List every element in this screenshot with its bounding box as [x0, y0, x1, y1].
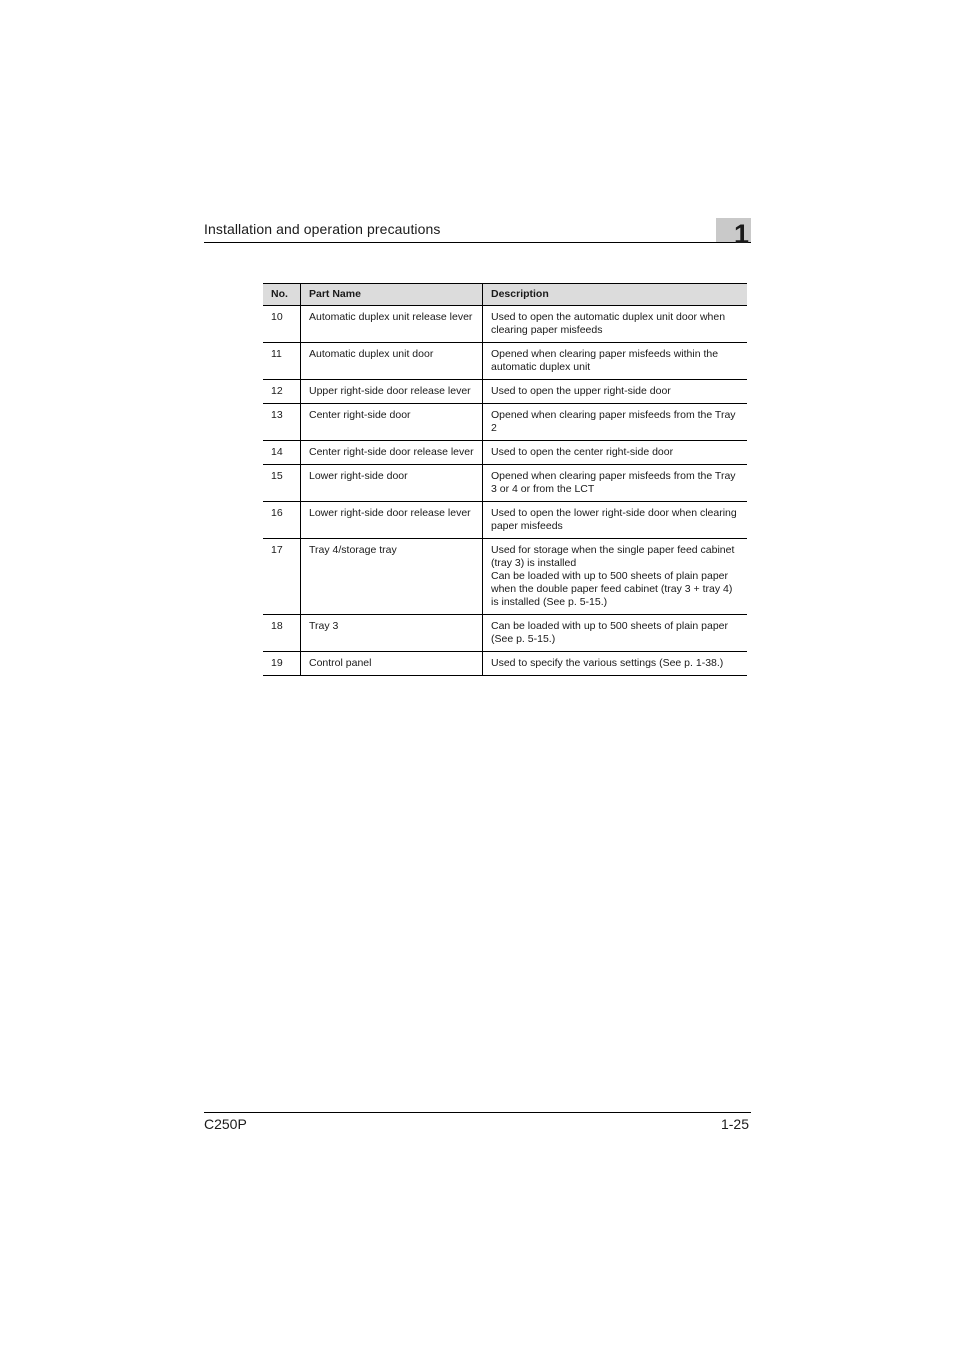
cell-part-name: Center right-side door [301, 404, 483, 441]
table-row [263, 306, 747, 343]
table-row [263, 539, 747, 615]
cell-part-name: Lower right-side door release lever [301, 502, 483, 539]
page-footer [204, 1112, 751, 1132]
section-title: Installation and operation precautions [204, 221, 441, 237]
page-header [204, 216, 751, 249]
table-row [263, 465, 747, 502]
cell-no: 19 [263, 652, 301, 676]
cell-no: 17 [263, 539, 301, 615]
cell-no: 18 [263, 615, 301, 652]
page-number: 1-25 [720, 1116, 749, 1132]
cell-no: 15 [263, 465, 301, 502]
model-name: C250P [204, 1116, 247, 1132]
table-row [263, 652, 747, 676]
cell-part-name: Control panel [301, 652, 483, 676]
cell-description: Opened when clearing paper misfeeds from the Tray 2 [483, 404, 748, 441]
cell-description: Opened when clearing paper misfeeds within the automatic duplex unit [483, 343, 748, 380]
cell-description: Used to open the center right-side door [483, 441, 748, 465]
table-row [263, 615, 747, 652]
chapter-number: 1 [733, 219, 749, 249]
cell-part-name: Automatic duplex unit door [301, 343, 483, 380]
parts-table [263, 283, 747, 676]
chapter-tab [716, 218, 751, 249]
cell-description: Opened when clearing paper misfeeds from the Tray 3 or 4 or from the LCT [483, 465, 748, 502]
description-line-2: Can be loaded with up to 500 sheets of plain paper when the double paper feed cabinet (tray 3 + tray 4) is installed (See p. 5-15.) [491, 570, 733, 608]
table-row [263, 343, 747, 380]
cell-description: Can be loaded with up to 500 sheets of plain paper (See p. 5-15.) [483, 615, 748, 652]
cell-no: 10 [263, 306, 301, 343]
cell-part-name: Upper right-side door release lever [301, 380, 483, 404]
cell-part-name: Lower right-side door [301, 465, 483, 502]
cell-no: 11 [263, 343, 301, 380]
table-row [263, 502, 747, 539]
cell-part-name: Tray 3 [301, 615, 483, 652]
table-row [263, 380, 747, 404]
cell-part-name: Automatic duplex unit release lever [301, 306, 483, 343]
cell-no: 14 [263, 441, 301, 465]
description-line-1: Used for storage when the single paper feed cabinet (tray 3) is installed [491, 544, 735, 569]
cell-description: Used to open the lower right-side door when clearing paper misfeeds [483, 502, 748, 539]
table-row [263, 404, 747, 441]
table-header-row [263, 284, 747, 306]
cell-no: 16 [263, 502, 301, 539]
cell-no: 13 [263, 404, 301, 441]
column-header-part-name: Part Name [301, 284, 483, 306]
cell-description: Used to open the automatic duplex unit door when clearing paper misfeeds [483, 306, 748, 343]
cell-part-name: Center right-side door release lever [301, 441, 483, 465]
column-header-no: No. [263, 284, 301, 306]
cell-description [483, 539, 748, 615]
column-header-description: Description [483, 284, 748, 306]
cell-part-name: Tray 4/storage tray [301, 539, 483, 615]
cell-description: Used to specify the various settings (See p. 1-38.) [483, 652, 748, 676]
cell-description: Used to open the upper right-side door [483, 380, 748, 404]
cell-no: 12 [263, 380, 301, 404]
table-row [263, 441, 747, 465]
